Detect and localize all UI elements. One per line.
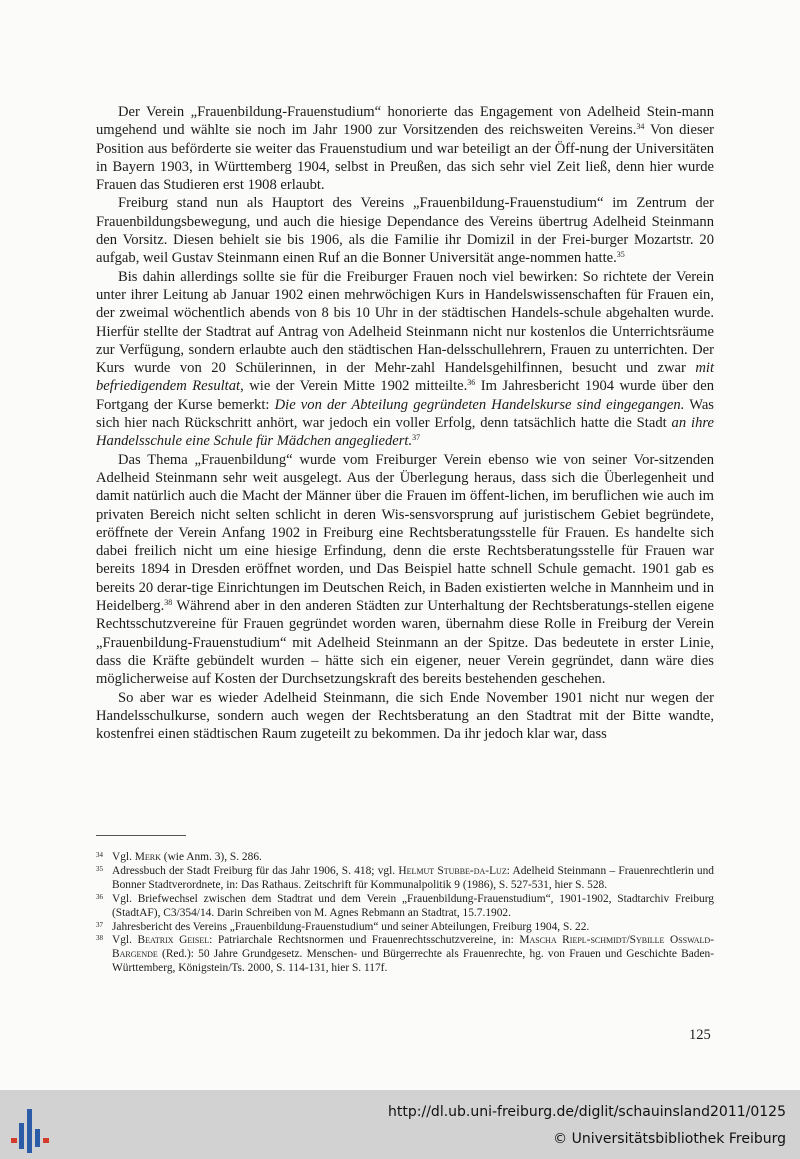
page-number: 125 [689,1027,711,1043]
footnote-ref[interactable]: 36 [467,378,476,388]
paragraph: Der Verein „Frauenbildung-Frauenstudium“ honorierte das Engagement von Adelheid Stein-mann umgehend und wählte sie noch im Jahr 1900 zur Vorsitzenden des reichsweiten Vereins.$^{34}$ Von dieser Position aus beförderte sie weiter das Frauenstudium und war beteiligt an der Öff-nung der Universitäten in Bayern 1903, in Württemberg 1904, selbst in Preußen, das sich sehr viel Zeit ließ, denn hier wurde Frauen das Studieren erst 1908 erlaubt. [96,104,714,194]
footnote-ref[interactable]: 37 [412,433,421,443]
footnote-divider [96,835,186,836]
paragraph: Freiburg stand nun als Hauptort des Vereins „Frauenbildung-Frauenstudium“ im Zentrum der Frauenbildungsbewegung, und auch die hiesige Dependance des Vereins übertrug Adelheid Steinmann den Vorsitz. Diesen behielt sie bis 1906, als die Familie ihr Domizil in der Frei-burger Mozartstr. 20 aufgab, weil Gustav Steinmann einen Ruf an die Bonner Universität ange-nommen hatte.$^{35}$ [96,195,714,267]
footnote: 36 Vgl. Briefwechsel zwischen dem Stadtrat und dem Verein „Frauenbildung-Frauenstudium“, 1901-1902, Stadtarchiv Freiburg (StadtAF), C3/354/14. Darin Schreiben von M. Agnes Rebmann an Stadtrat, 15.7.1902. [96,892,714,919]
viewer-footer [0,1090,800,1159]
paragraph: Das Thema „Frauenbildung“ wurde vom Freiburger Verein ebenso wie von seiner Vor-sitzenden Adelheid Steinmann sehr weit ausgelegt. Aus der Überlegung heraus, dass sich die Überlegenheit und damit natürlich auch die Macht der Männer über die Frauen im öffent-lichen, im beruflichen wie auch im privaten Bereich nicht selten schlicht in deren Wis-sensvorsprung auf juristischem Gebiet begründete, eröffnete der Verein Anfang 1902 in Freiburg eine Rechtsberatungsstelle für Frauen. Es handelte sich dabei freilich nicht um eine hiesige Erfindung, denn die erste Rechtsberatungsstelle für Frauen war bereits 1894 in Dresden eröffnet worden, und Das Beispiel hatte schnell Schule gemacht. 1901 gab es bereits 20 derar-tige Einrichtungen im Deutschen Reich, in Baden existierten welche in Mannheim und in Heidelberg.$^{38}$ Während aber in den anderen Städten zur Unterhaltung der Rechtsberatungs-stellen eigene Rechtsschutzvereine für Frauen gegründet worden waren, übernahm diese Rolle in Freiburg der Verein „Frauenbildung-Frauenstudium“ mit Adelheid Steinmann an der Spitze. Das bedeutete in erster Linie, dass die Kräfte gebündelt wurden – hätte sich ein eigener, neuer Verein gegründet, dann wäre dies möglicherweise auf Kosten der Durchsetzungskraft des bereits bestehenden geschehen. [96,451,714,688]
footnote: 34 Vgl. Merk (wie Anm. 3), S. 286. [96,851,262,863]
paragraph: So aber war es wieder Adelheid Steinmann, die sich Ende November 1901 nicht nur wegen der Handelsschulkurse, sondern auch wegen der Rechtsberatung an den Stadtrat mit der Bitte wandte, kostenfrei einen städtischen Raum zugeteilt zu bekommen. Da ihr jedoch klar war, dass [96,689,714,743]
footnote-ref[interactable]: 38 [164,598,173,608]
ub-freiburg-logo-icon[interactable] [9,1109,51,1153]
footnote: 37 Jahresbericht des Vereins „Frauenbildung-Frauenstudium“ und seiner Abteilungen, Freiburg 1904, S. 22. [96,920,590,933]
paragraph: Bis dahin allerdings sollte sie für die Freiburger Frauen noch viel bewirken: So richtete der Verein unter ihrer Leitung ab Januar 1902 einen mehrwöchigen Kurs in Handelswissenschaften für Frauen ein, der zweimal wöchentlich abends von 8 bis 10 Uhr in der städtischen Handels-schule abgehalten wurde. Hierfür stellte der Stadtrat auf Antrag von Adelheid Steinmann nicht nur kostenlos die Unterrichtsräume zur Verfügung, sondern erlaubte auch den städtischen Han-delsschullehrern, Frauen zu unterrichten. Der Kurs wurde von 20 Schülerinnen, in der Mehr-zahl Handelsgehilfinnen, besucht und zwar mit befriedigendem Resultat, wie der Verein Mitte 1902 mitteilte.$^{36}$ Im Jahresbericht 1904 wurde über den Fortgang der Kurse bemerkt: Die von der Abteilung gegründeten Handelskurse sind eingegangen. Was sich hier nach Rückschritt anhört, war jedoch ein voller Erfolg, denn tatsächlich hatte die Stadt an ihre Handelsschule eine Schule für Mädchen angegliedert.$^{37}$ [96,268,714,450]
copyright-text: © Universitätsbibliothek Freiburg [553,1131,786,1147]
permalink-url[interactable]: http://dl.ub.uni-freiburg.de/diglit/schauinsland2011/0125 [388,1104,786,1120]
footnote: 38 Vgl. Beatrix Geisel: Patriarchale Rechtsnormen und Frauenrechtsschutzvereine, in: Mascha Riepl-schmidt/Sybille Osswald-Bargende (Red.): 50 Jahre Grundgesetz. Menschen- und Bürgerrechte als Frauenrechte, hg. von Frauen und Geschichte Baden-Württemberg, Königstein/Ts. 2000, S. 114-131, hier S. 117f. [96,934,714,975]
footnote-ref[interactable]: 34 [636,122,645,132]
footnote-ref[interactable]: 35 [616,250,625,260]
body-text [96,103,714,743]
footnote: 35 Adressbuch der Stadt Freiburg für das Jahr 1906, S. 418; vgl. Helmut Stubbe-da-Luz: Adelheid Steinmann – Frauenrechtlerin und Bonner Stadtverordnete, in: Das Rathaus. Zeitschrift für Kommunalpolitik 9 (1986), S. 527-531, hier S. 528. [96,864,714,891]
footnotes [96,851,714,976]
